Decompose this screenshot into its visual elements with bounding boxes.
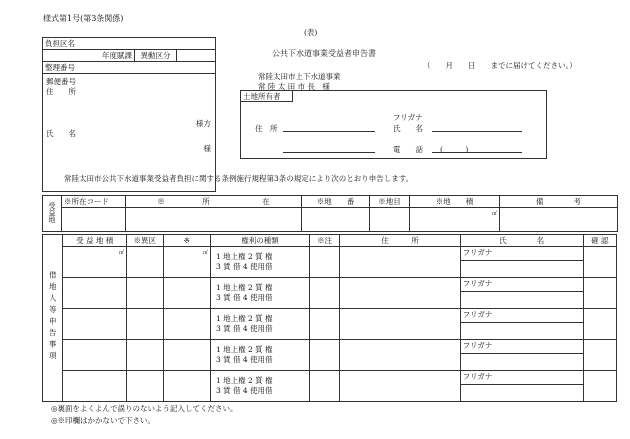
rights-header-area: 受 益 地 積 (63, 235, 127, 247)
rights-mark-cell[interactable] (163, 278, 210, 309)
note-2: ◎※印欄はかかないで下さい。 (51, 416, 156, 425)
rights-note-cell[interactable] (310, 371, 340, 402)
rights-area-unit: ㎡ (118, 250, 124, 256)
rights-side-label: 借地人等申告事項 (48, 271, 58, 363)
name-label: 氏 名 (46, 129, 76, 138)
rights-mark-cell[interactable] (163, 247, 210, 278)
rights-name-cell[interactable] (460, 385, 583, 402)
owner-phone-label: 電 話 (393, 145, 423, 154)
rights-furigana-label: フリガナ (462, 248, 493, 257)
rights-furigana-cell[interactable] (460, 278, 583, 292)
rights-name-cell[interactable] (460, 261, 583, 278)
rights-header-type: 権利の種類 (210, 235, 309, 247)
land-remarks-cell[interactable] (500, 208, 618, 232)
rights-address-cell[interactable] (340, 278, 461, 309)
rights-type-line-2: 3 賃 借 4 使用借 (215, 324, 273, 333)
land-header-location: ※ 所 在 (126, 196, 302, 208)
year-section-label: 年度賦課 (43, 50, 135, 62)
rights-furigana-cell[interactable] (460, 247, 583, 261)
land-code-cell[interactable] (62, 208, 126, 232)
land-header-code: ※所在コード (62, 196, 126, 208)
rights-type-line-2: 3 賃 借 4 使用借 (215, 293, 273, 302)
rights-change-cell[interactable] (126, 247, 163, 278)
rights-area-cell[interactable] (63, 278, 127, 309)
rights-change-cell[interactable] (126, 371, 163, 402)
sama-label: 様 (203, 144, 211, 153)
rights-note-cell[interactable] (310, 340, 340, 371)
land-lot-cell[interactable] (302, 208, 370, 232)
rights-change-cell[interactable] (126, 340, 163, 371)
rights-note-cell[interactable] (310, 247, 340, 278)
rights-side-label-cell (43, 235, 63, 402)
rights-furigana-label: フリガナ (462, 372, 493, 381)
rights-name-cell[interactable] (460, 292, 583, 309)
rights-type-cell[interactable] (210, 247, 309, 278)
land-header-lot: ※地 番 (302, 196, 370, 208)
rights-address-cell[interactable] (340, 340, 461, 371)
land-side-label: 受益地 (48, 202, 56, 223)
rights-change-cell[interactable] (126, 278, 163, 309)
change-category-label: 異動区分 (135, 50, 177, 62)
rights-furigana-cell[interactable] (460, 309, 583, 323)
rights-area-cell[interactable] (63, 309, 127, 340)
rights-furigana-label: フリガナ (462, 310, 493, 319)
owner-name-label: 氏 名 (393, 124, 423, 133)
rights-area-cell[interactable] (63, 340, 127, 371)
land-header-area: ※地 積 (410, 196, 500, 208)
rights-mark-cell[interactable] (163, 340, 210, 371)
rights-furigana-label: フリガナ (462, 341, 493, 350)
rights-address-cell[interactable] (340, 309, 461, 340)
rights-type-line-1: 1 地上権 2 質 権 (215, 314, 273, 323)
rights-type-line-2: 3 賃 借 4 使用借 (215, 355, 273, 364)
rights-type-cell[interactable] (210, 278, 309, 309)
rights-furigana-label: フリガナ (462, 279, 493, 288)
land-location-cell[interactable] (126, 208, 302, 232)
land-header-remarks: 備 考 (500, 196, 618, 208)
owner-name-field[interactable] (432, 131, 522, 132)
owner-address-label: 住 所 (255, 124, 278, 133)
form-title: 公共下水道事業受益者申告書 (272, 49, 376, 58)
rights-type-line-1: 1 地上権 2 質 権 (215, 252, 273, 261)
rights-address-cell[interactable] (340, 371, 461, 402)
recipient-line-2: 常 陸 太 田 市 長 様 (258, 82, 330, 91)
sama-kata-label: 様方 (196, 119, 211, 128)
rights-area-cell[interactable] (63, 371, 127, 402)
rights-type-line-2: 3 賃 借 4 使用借 (215, 262, 273, 271)
land-header-category: ※地目 (370, 196, 410, 208)
rights-mark-unit: ㎡ (202, 250, 208, 256)
rights-type-line-1: 1 地上権 2 質 権 (215, 376, 273, 385)
postal-code-label: 郵便番号 (46, 77, 76, 86)
rights-name-cell[interactable] (460, 354, 583, 371)
rights-header-address: 住 所 (340, 235, 461, 247)
rights-confirm-cell[interactable] (583, 371, 616, 402)
rights-mark-cell[interactable] (163, 309, 210, 340)
rights-confirm-cell[interactable] (583, 340, 616, 371)
form-number: 様式第1号(第3条関係) (43, 14, 124, 23)
rights-change-cell[interactable] (126, 309, 163, 340)
owner-furigana-label: フリガナ (393, 113, 423, 122)
rights-note-cell[interactable] (310, 278, 340, 309)
recipient-line-1: 常陸太田市上下水道事業 (258, 72, 341, 81)
address-label: 住 所 (46, 87, 76, 96)
rights-header-mark: ※ (163, 235, 210, 247)
owner-address-field[interactable] (283, 131, 375, 132)
rights-type-cell[interactable] (210, 309, 309, 340)
rights-table (42, 234, 617, 402)
land-side-label-cell (43, 196, 62, 232)
land-category-cell[interactable] (370, 208, 410, 232)
rights-address-cell[interactable] (340, 247, 461, 278)
district-label: 負担区名 (43, 38, 216, 50)
rights-mark-cell[interactable] (163, 371, 210, 402)
rights-confirm-cell[interactable] (583, 247, 616, 278)
land-table (42, 195, 618, 232)
deadline-note: （ 月 日 までに届けてください。） (423, 61, 577, 70)
rights-type-line-1: 1 地上権 2 質 権 (215, 283, 273, 292)
ref-number-label: 整理番号 (43, 62, 216, 74)
rights-type-cell[interactable] (210, 340, 309, 371)
land-owner-title: 土地所有者 (243, 92, 281, 101)
applicant-header-table (42, 37, 216, 192)
rights-header-name: 氏 名 (460, 235, 583, 247)
declaration-text: 常陸太田市公共下水道事業受益者負担に関する条例施行規程第3条の規定により次のとおり申告します。 (64, 174, 414, 183)
note-1: ◎裏面をよくよんで誤りのないよう記入してください。 (51, 404, 238, 413)
side-label: (表) (304, 28, 318, 37)
rights-type-line-2: 3 賃 借 4 使用借 (215, 386, 273, 395)
owner-phone-field[interactable] (432, 152, 522, 153)
rights-note-cell[interactable] (310, 309, 340, 340)
rights-header-change: ※異区 (126, 235, 163, 247)
rights-type-cell[interactable] (210, 371, 309, 402)
owner-extra-field[interactable] (283, 152, 375, 153)
owner-phone-parens: ( ) (440, 145, 469, 154)
land-area-unit: ㎡ (491, 211, 497, 217)
rights-type-line-1: 1 地上権 2 質 権 (215, 345, 273, 354)
land-area-cell[interactable] (410, 208, 500, 232)
rights-confirm-cell[interactable] (583, 278, 616, 309)
rights-furigana-cell[interactable] (460, 340, 583, 354)
rights-header-confirm: 確 認 (583, 235, 616, 247)
rights-name-cell[interactable] (460, 323, 583, 340)
rights-area-cell[interactable] (63, 247, 127, 278)
rights-confirm-cell[interactable] (583, 309, 616, 340)
rights-furigana-cell[interactable] (460, 371, 583, 385)
rights-header-note: ※注 (310, 235, 340, 247)
